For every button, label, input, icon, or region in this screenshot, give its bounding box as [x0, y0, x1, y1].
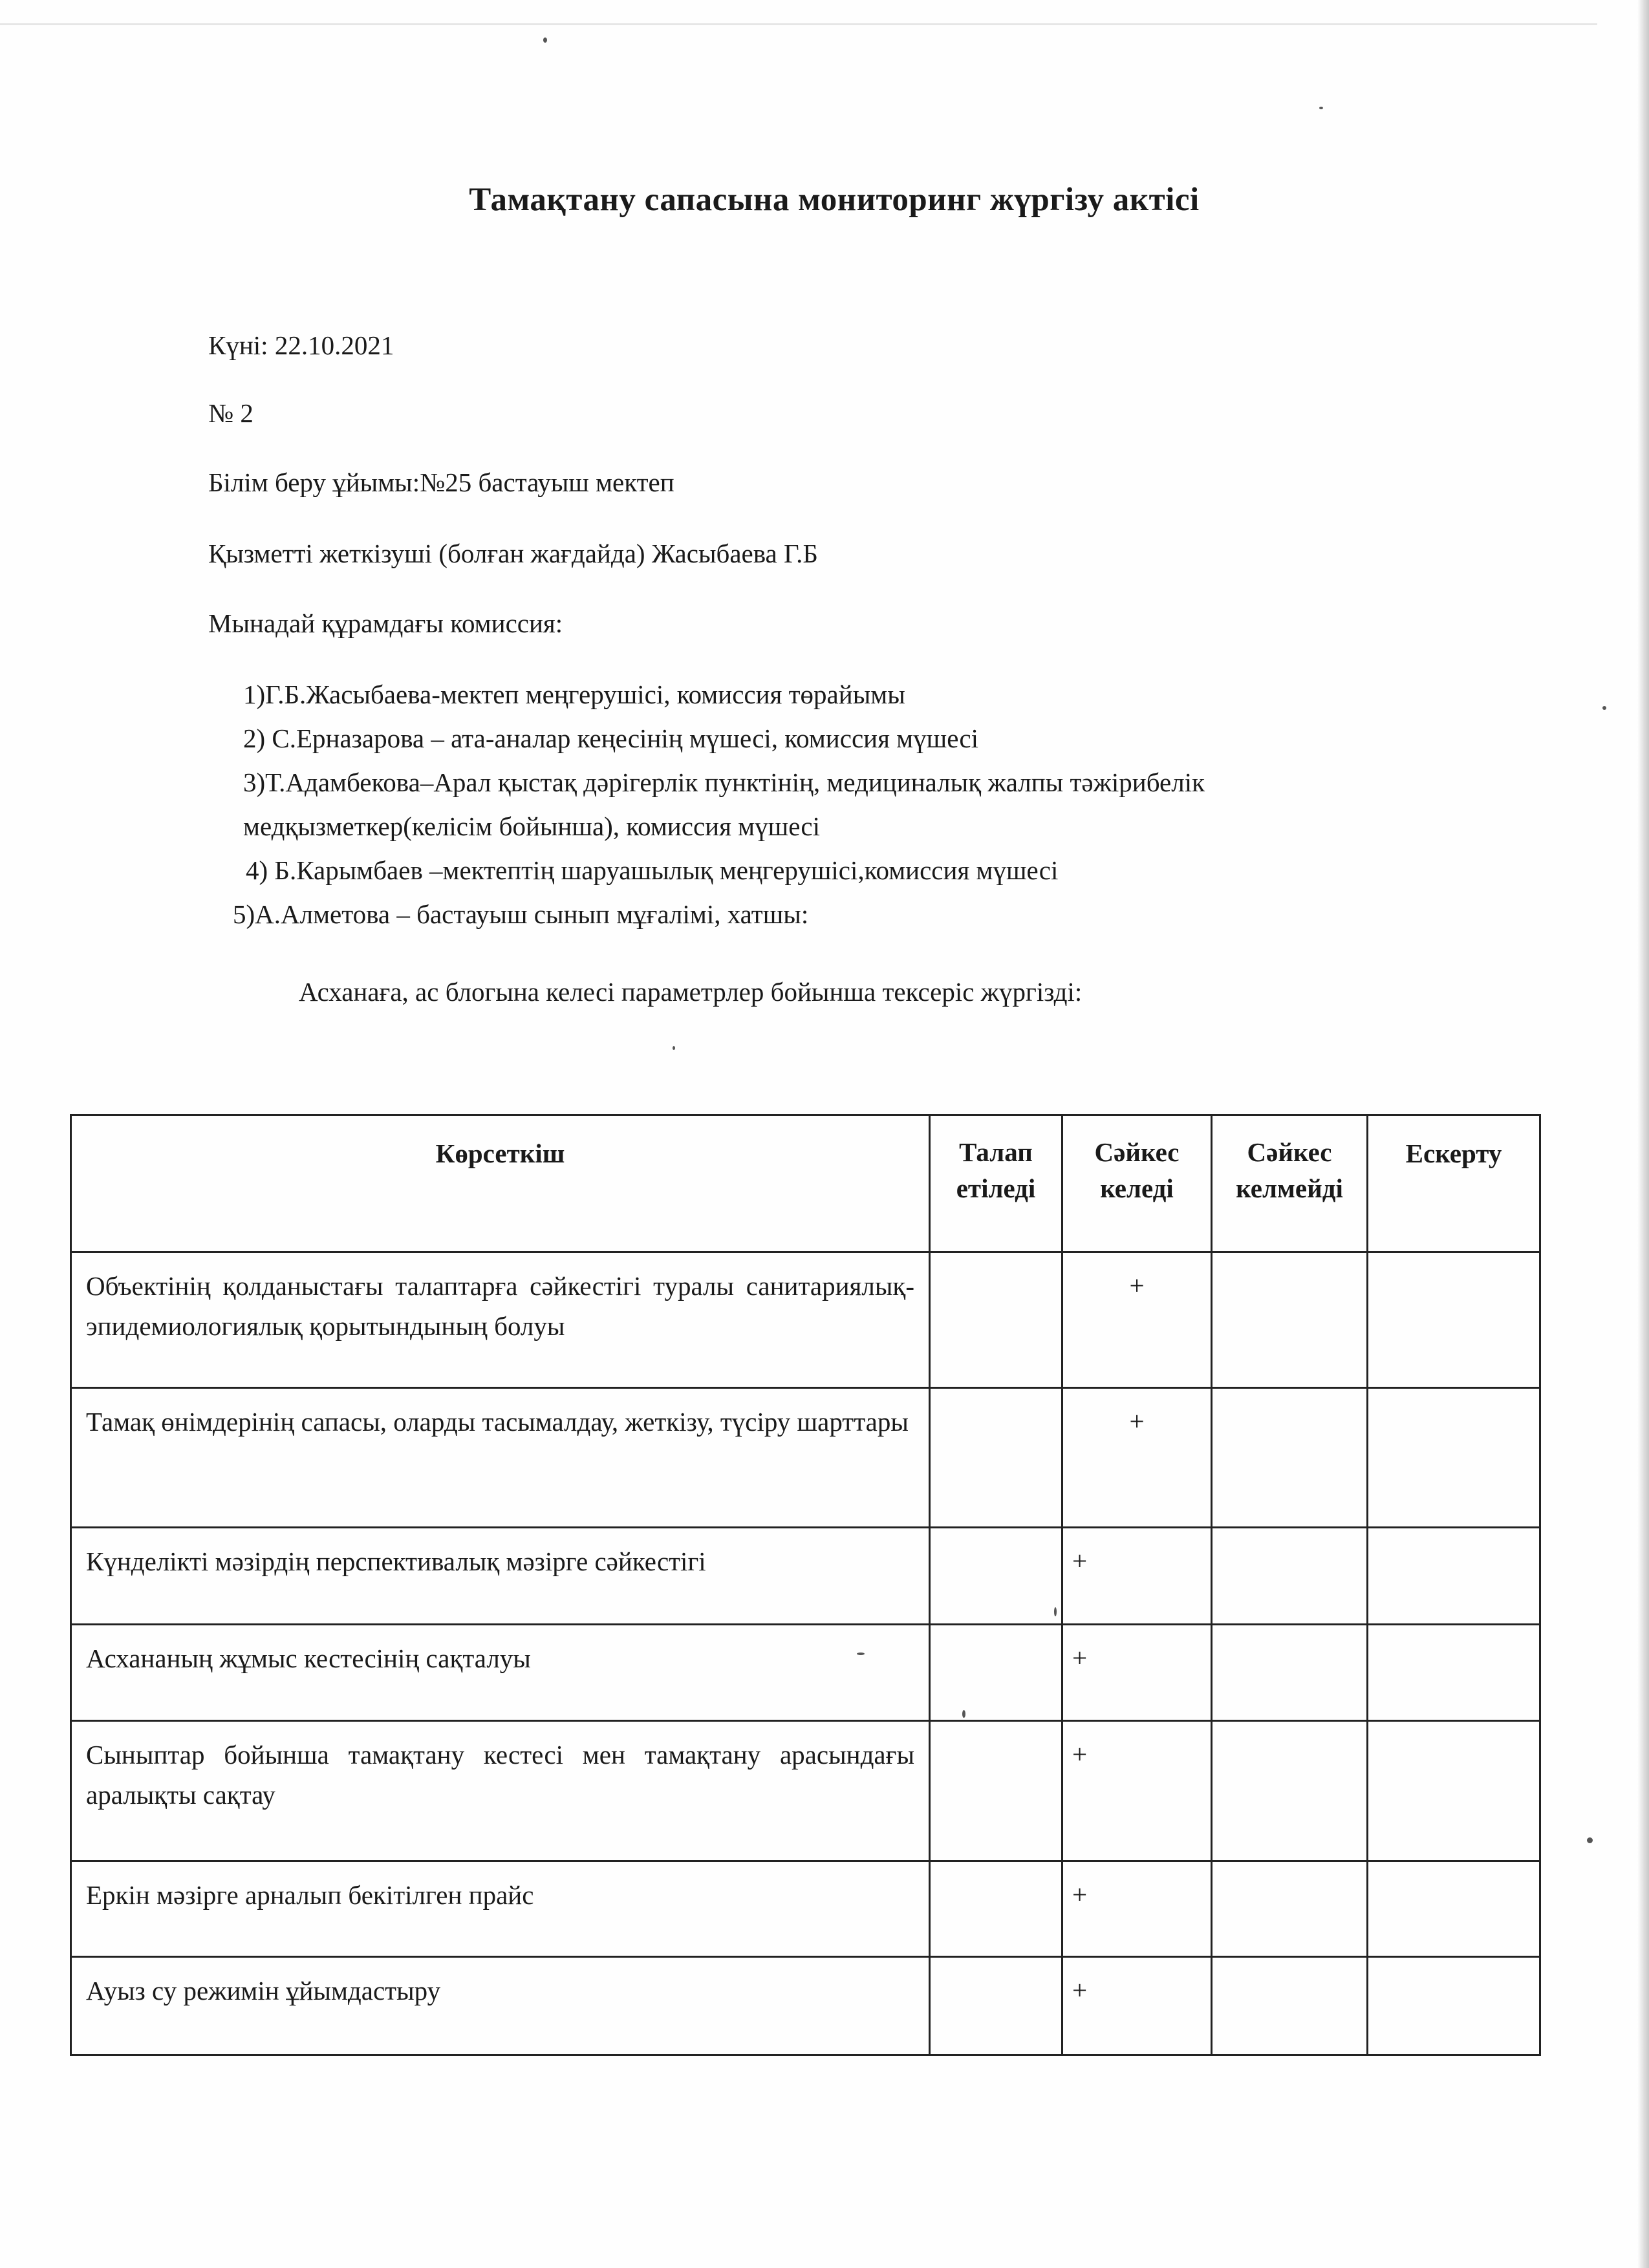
- table-row: [71, 1721, 1540, 1861]
- header-not-complies-line1: Сәйкес: [1247, 1137, 1332, 1167]
- header-required-line2: етіледі: [956, 1173, 1036, 1203]
- note-cell: [1368, 1721, 1540, 1861]
- scan-speck: [1319, 107, 1323, 109]
- member-item: медқызметкер(келісім бойынша), комиссия мүшесі: [243, 811, 821, 841]
- header-complies-line2: келеді: [1100, 1173, 1174, 1203]
- header-required-line1: Талап: [959, 1137, 1033, 1167]
- indicator-cell: Объектінің қолданыстағы талаптарға сәйкестігі туралы санитариялық-эпидемиологиялық қорытындының болуы: [71, 1252, 930, 1388]
- member-item: 1)Г.Б.Жасыбаева-мектеп меңгерушісі, комиссия төрайымы: [243, 679, 905, 709]
- table-row: [71, 1388, 1540, 1528]
- not-complies-cell: [1212, 1861, 1368, 1957]
- table-row: [71, 1252, 1540, 1388]
- complies-cell: +: [1062, 1388, 1212, 1528]
- commission-members: [233, 672, 1205, 936]
- table-header-row: [71, 1115, 1540, 1252]
- complies-cell: +: [1062, 1721, 1212, 1861]
- member-item: 3)Т.Адамбекова–Арал қыстақ дәрігерлік пунктінің, медициналық жалпы тәжірибелік: [243, 767, 1205, 797]
- indicator-cell: Ауыз су режимін ұйымдастыру: [71, 1957, 930, 2055]
- member-item: 5)А.Алметова – бастауыш сынып мұғалімі, хатшы:: [233, 899, 809, 929]
- complies-cell: +: [1062, 1957, 1212, 2055]
- commission-line: Мынадай құрамдағы комиссия:: [208, 608, 563, 638]
- not-complies-cell: [1212, 1388, 1368, 1528]
- member-item: 4) Б.Карымбаев –мектептің шаруашылық меңгерушісі,комиссия мүшесі: [246, 855, 1059, 885]
- required-cell: [930, 1388, 1062, 1528]
- note-cell: [1368, 1957, 1540, 2055]
- header-note: Ескерту: [1368, 1115, 1540, 1252]
- not-complies-cell: [1212, 1957, 1368, 2055]
- organization-line: Білім беру ұйымы:№25 бастауыш мектеп: [208, 467, 674, 497]
- act-number: № 2: [208, 398, 253, 428]
- required-cell: [930, 1625, 1062, 1721]
- indicator-cell: Асхананың жұмыс кестесінің сақталуы: [71, 1625, 930, 1721]
- complies-cell: +: [1062, 1861, 1212, 1957]
- scan-top-edge: [0, 23, 1597, 25]
- required-cell: [930, 1721, 1062, 1861]
- table-row: [71, 1528, 1540, 1625]
- header-complies-line1: Сәйкес: [1094, 1137, 1180, 1167]
- required-cell: [930, 1861, 1062, 1957]
- member-item: 2) С.Ерназарова – ата-аналар кеңесінің мүшесі, комиссия мүшесі: [243, 723, 979, 753]
- note-cell: [1368, 1528, 1540, 1625]
- complies-cell: +: [1062, 1625, 1212, 1721]
- scan-speck: [1587, 1837, 1593, 1843]
- note-cell: [1368, 1252, 1540, 1388]
- not-complies-cell: [1212, 1721, 1368, 1861]
- note-cell: [1368, 1388, 1540, 1528]
- note-cell: [1368, 1625, 1540, 1721]
- table-row: [71, 1861, 1540, 1957]
- table-row: [71, 1957, 1540, 2055]
- header-required: [930, 1115, 1062, 1252]
- supplier-line: Қызметті жеткізуші (болған жағдайда) Жасыбаева Г.Б: [208, 539, 818, 568]
- note-cell: [1368, 1861, 1540, 1957]
- complies-cell: +: [1062, 1528, 1212, 1625]
- header-not-complies: [1212, 1115, 1368, 1252]
- document-title: Тамақтану сапасына мониторинг жүргізу актісі: [469, 182, 1200, 218]
- indicator-cell: Еркін мәзірге арналып бекітілген прайс: [71, 1861, 930, 1957]
- scan-speck: [543, 37, 547, 43]
- indicator-cell: Күнделікті мәзірдің перспективалық мәзірге сәйкестігі: [71, 1528, 930, 1625]
- not-complies-cell: [1212, 1528, 1368, 1625]
- complies-cell: +: [1062, 1252, 1212, 1388]
- required-cell: [930, 1957, 1062, 2055]
- scan-speck: [673, 1046, 675, 1050]
- table-row: [71, 1625, 1540, 1721]
- required-cell: [930, 1528, 1062, 1625]
- scan-speck: [1602, 706, 1606, 710]
- monitoring-table: [70, 1114, 1541, 2056]
- not-complies-cell: [1212, 1625, 1368, 1721]
- date-line: Күні: 22.10.2021: [208, 330, 394, 360]
- not-complies-cell: [1212, 1252, 1368, 1388]
- scan-right-edge: [1637, 0, 1649, 2268]
- required-cell: [930, 1252, 1062, 1388]
- header-not-complies-line2: келмейді: [1236, 1173, 1343, 1203]
- indicator-cell: Сыныптар бойынша тамақтану кестесі мен тамақтану арасындағы аралықты сақтау: [71, 1721, 930, 1861]
- indicator-cell: Тамақ өнімдерінің сапасы, оларды тасымалдау, жеткізу, түсіру шарттары: [71, 1388, 930, 1528]
- inspection-line: Асханаға, ас блогына келесі параметрлер бойынша тексеріс жүргізді:: [299, 977, 1083, 1007]
- header-complies: [1062, 1115, 1212, 1252]
- header-indicator: Көрсеткіш: [71, 1115, 930, 1252]
